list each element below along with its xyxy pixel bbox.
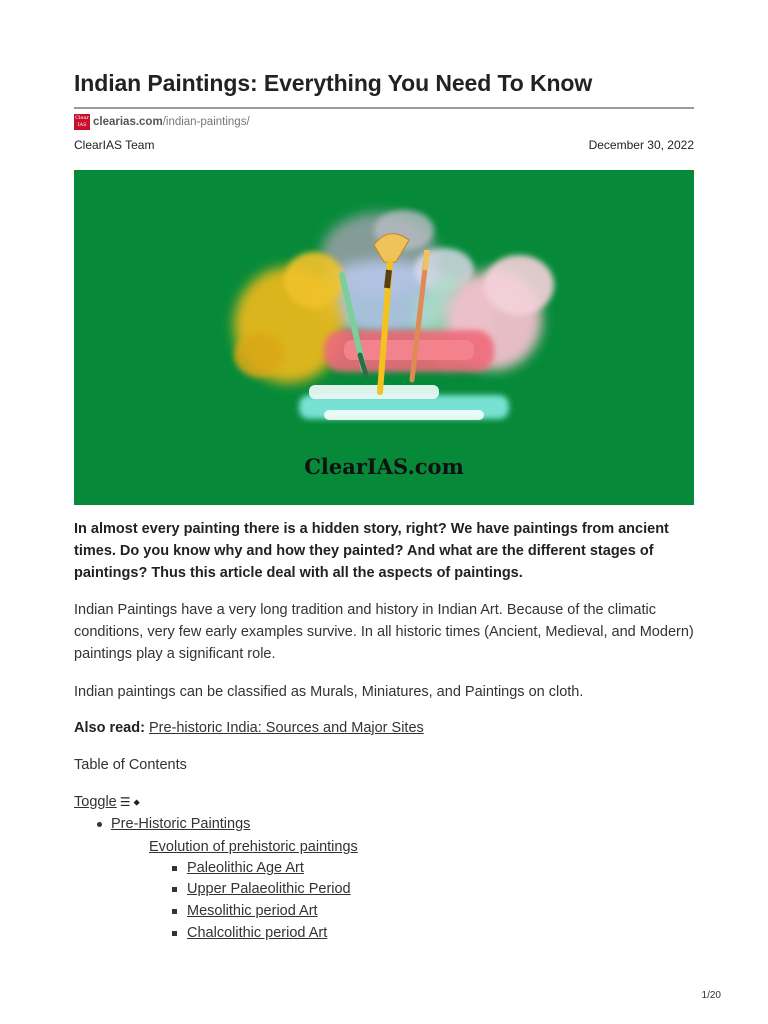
toc-item-chalcolithic[interactable]: Chalcolithic period Art: [187, 925, 328, 941]
toc-item-paleolithic[interactable]: Paleolithic Age Art: [187, 860, 304, 876]
page-title: Indian Paintings: Everything You Need To Know: [74, 70, 593, 96]
toc-heading: Table of Contents: [74, 757, 187, 773]
favicon-text: Clear IAS: [75, 115, 89, 128]
clearias-favicon-icon: [74, 114, 90, 130]
author: ClearIAS Team: [74, 138, 155, 152]
page-number: 1/20: [701, 990, 721, 1001]
publish-date: December 30, 2022: [588, 138, 694, 152]
also-read: [74, 717, 696, 739]
list-icon[interactable]: ☰: [119, 795, 131, 809]
bullet-icon: [172, 931, 177, 936]
source-line: [74, 113, 250, 131]
also-read-link[interactable]: Pre-historic India: Sources and Major Sites: [148, 720, 424, 736]
bullet-icon: [172, 866, 177, 871]
source-path[interactable]: /indian-paintings/: [162, 116, 250, 128]
toc-toggle-link[interactable]: Toggle: [74, 794, 117, 810]
hero-image: [74, 170, 694, 505]
toc-item-upper-palaeolithic[interactable]: Upper Palaeolithic Period: [187, 881, 351, 897]
toc-item-pre-historic-paintings[interactable]: Pre-Historic Paintings: [111, 816, 251, 832]
also-read-label: Also read:: [74, 720, 145, 736]
body-paragraph-1: Indian Paintings have a very long tradition and history in Indian Art. Because of the climatic conditions, very few early examples survive. In all historic times (Ancient, Medieval, and Modern) paintings play a significant role.: [74, 602, 694, 662]
bullet-icon: [172, 909, 177, 914]
bullet-icon: [172, 887, 177, 892]
sort-arrows-icon[interactable]: ⬥: [133, 797, 140, 807]
toc-item-mesolithic[interactable]: Mesolithic period Art: [187, 903, 318, 919]
lead-paragraph: In almost every painting there is a hidden story, right? We have paintings from ancient times. Do you know why and how they painted? And what are the different stages of paintings? Thus this article deal with all the aspects of paintings.: [74, 521, 669, 581]
paint-splash-illustration: [74, 170, 694, 505]
toc-toggle[interactable]: [74, 791, 140, 813]
title-divider: [74, 107, 694, 109]
source-domain[interactable]: clearias.com: [93, 116, 163, 128]
toc-item-evolution[interactable]: Evolution of prehistoric paintings: [149, 839, 358, 855]
bullet-icon: [97, 822, 102, 827]
body-paragraph-2: Indian paintings can be classified as Murals, Miniatures, and Paintings on cloth.: [74, 684, 584, 700]
hero-caption: ClearIAS.com: [304, 454, 464, 479]
